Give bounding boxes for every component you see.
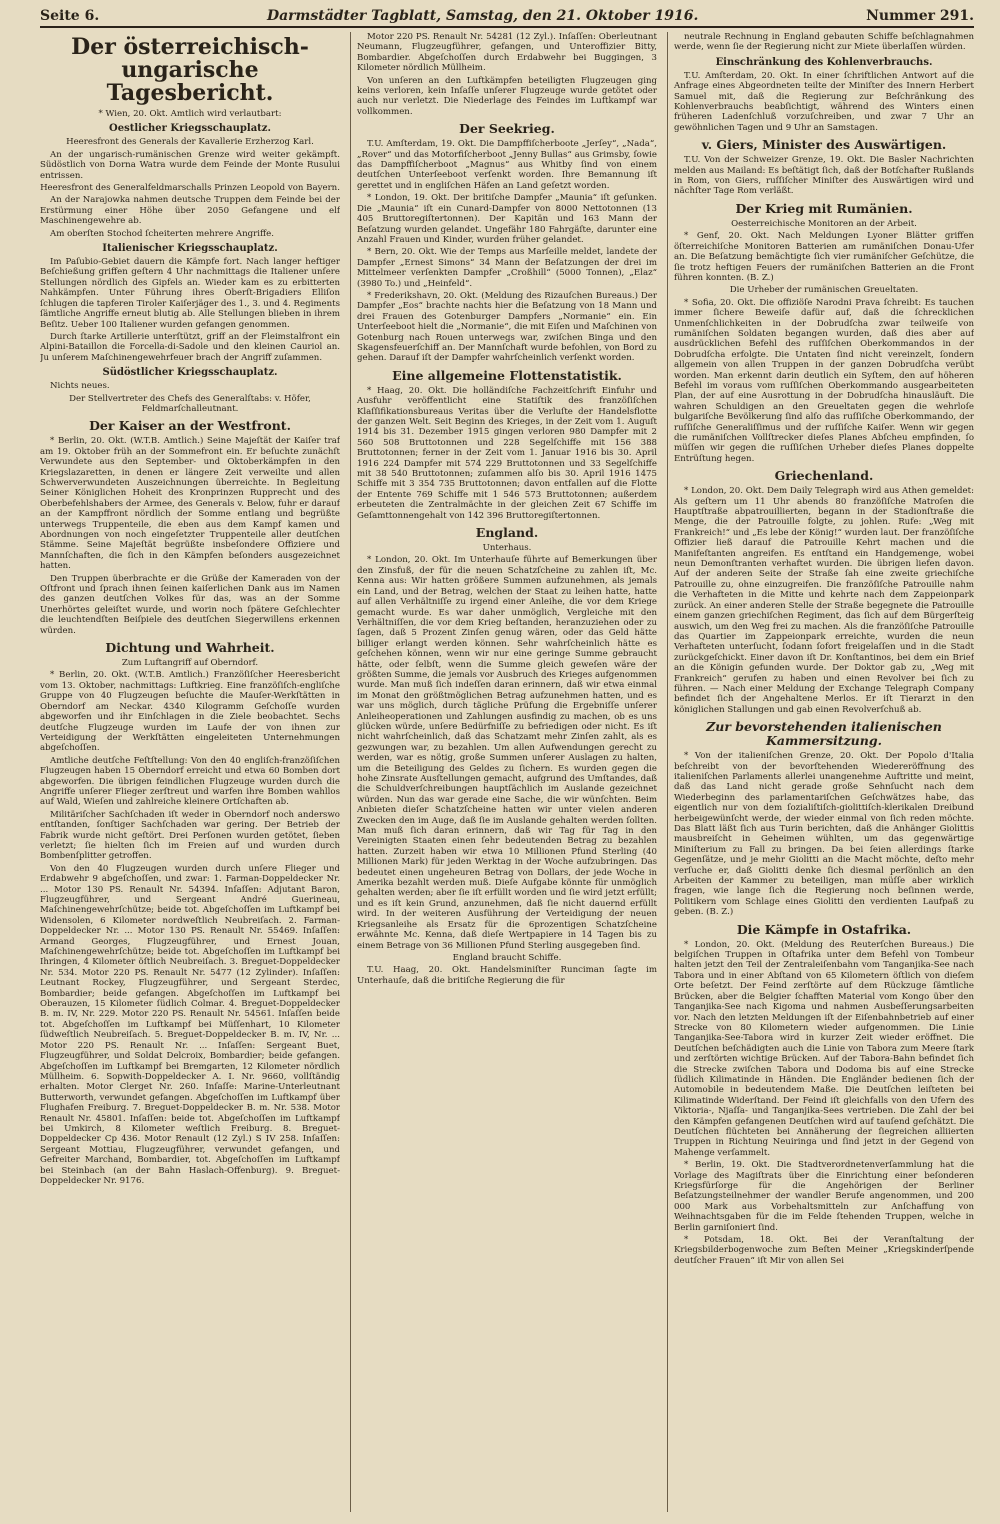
paper-title-date: Darmstädter Tagblatt, Samstag, den 21. Oktober 1916. — [266, 8, 699, 24]
subheadline: England braucht Schiffe. — [452, 952, 562, 963]
subhead-eastern-front: Oestlicher Kriegsschauplatz. — [109, 123, 271, 135]
column-3 — [667, 32, 974, 1512]
paragraph: Motor 220 PS. Renault Nr. 54281 (12 Zyl.). Inſaſſen: Oberleutnant Neumann, Flugzeugführer, gefangen, und Unteroffizier Bitty, Bombardier. Abgeſchoſſen durch Erdabwehr bei Buggingen, 3 Kilometer nördlich Müllheim. — [357, 32, 657, 74]
paragraph: Von unſeren an den Luftkämpfen beteiligten Flugzeugen ging keins verloren, kein Inſaſſe unſerer Flugzeuge wurde getötet oder auch nur verletzt. Die Niederlage des Feindes im Luftkampf war vollkommen. — [357, 75, 657, 117]
paragraph: Amtliche deutſche Feſtſtellung: Von den 40 engliſch-franzöſiſchen Flugzeugen haben 15 Oberndorf erreicht und etwa 60 Bomben dort abgeworfen. Die übrigen feindlichen Flugzeuge wurden durch die Angriffe unſerer Flieger zerſtreut und warfen ihre Bomben wahllos auf Wald, Wieſen und zahlreiche kleinere Ortſchaften ab. — [40, 755, 340, 808]
paragraph: T.U. Haag, 20. Okt. Handelsminiſter Runciman ſagte im Unterhauſe, daß die britiſche Regierung die für — [357, 965, 657, 986]
headline-austrian-report: Der österreichisch-ungarische Tagesbericht. — [71, 34, 309, 106]
signature: Der Stellvertreter des Chefs des Generalſtabs: v. Höfer, Feldmarſchalleutnant. — [69, 393, 311, 414]
paragraph: Militäriſcher Sachſchaden iſt weder in Oberndorf noch anderswo entſtanden, ſonſtiger Sachſchaden war gering. Der Betrieb der Fabrik wurde nicht geſtört. Drei Perſonen wurden getötet, ſieben verletzt; ſie hielten ſich im Freien auf und wurden durch Bombenſplitter getroffen. — [40, 809, 340, 862]
headline-seekrieg: Der Seekrieg. — [459, 121, 555, 137]
paragraph: * London, 20. Okt. Dem Daily Telegraph wird aus Athen gemeldet: Als geſtern um 11 Uhr abends 80 franzöſiſche Matroſen die Hauptſtraße abpatrouillierten, begann in der Stadionſtraße die Menge, die der Patrouille folgte, zu johlen. Rufe: „Weg mit Frankreich!“ und „Es lebe der König!“ wurden laut. Der franzöſiſche Offizier ließ darauf die Patrouille Kehrt machen und die Manifeſtanten angreifen. Es entſtand ein Handgemenge, wobei neun Demonſtranten verhaftet wurden. Die übrigen liefen davon. Auf der anderen Seite der Straße ſah eine zweite griechiſche Patrouille zu, ohne einzugreifen. Die franzöſiſche Patrouille nahm die Verhafteten in die Mitte und kehrte nach dem Zappeionpark zurück. An einer anderen Stelle der Straße begegnete die Patrouille einem ganzen griechiſchen Regiment, das ſich auf dem Bürgerſteig auswich, um den Weg frei zu machen. Als die franzöſiſche Patrouille das Quartier im Zappeionpark erreichte, wurden die neun Verhafteten unterſucht, ſodann ſofort freigelaſſen und in die Stadt zurückgeſchickt. Einer davon iſt Dr. Konſtantinos, bei dem ein Brief an die Königin gefunden wurde. Der Doktor gab zu, „Weg mit Frankreich“ gerufen zu haben und einen Revolver bei ſich zu führen. — Nach einer Meldung der Exchange Telegraph Company befindet ſich der Angehaltene Merlos. Er iſt Tierarzt in den königlichen Stallungen und gab einen Revolverſchuß ab. — [674, 486, 974, 715]
paragraph: * London, 19. Okt. Der britiſche Dampfer „Maunia“ iſt geſunken. Die „Maunia“ iſt ein Cunard-Dampfer von 8000 Nettotonnen (13 405 Bruttoregiſtertonnen). Der Kapitän und 163 Mann der Beſatzung wurden gelandet. Ungefähr 180 Fahrgäſte, darunter eine Anzahl Frauen und Kinder, wurden früher gelandet. — [357, 193, 657, 245]
paragraph: An der ungarisch-rumänischen Grenze wird weiter gekämpft. Südöstlich von Dorna Watra wurde dem Feinde der Monte Rusului entrissen. — [40, 149, 340, 181]
subheadline: Zum Luftangriff auf Oberndorf. — [121, 658, 259, 669]
paragraph: * Berlin, 20. Okt. (W.T.B. Amtlich.) Seine Majeſtät der Kaiſer traf am 19. Oktober früh an der Sommefront ein. Er beſuchte zunächſt Verwundete aus den September- und Oktoberkämpfen in den Kriegslazaretten, in denen er längere Zeit verweilte und allen Schwerverwundeten Auszeichnungen überreichte. In Begleitung Seiner Königlichen Hoheit des Kronprinzen Rupprecht und des Oberbefehlshabers der Armee, des Generals v. Below, fuhr er darauf an der Kampffront nördlich der Somme entlang und begrüßte unterwegs Truppenteile, die eben aus dem Kampf kamen und Abordnungen von noch eingeſetzter Truppenteile aller deutſchen Stämme. Seine Majeſtät begrüßte insbeſondere Offiziere und Mannſchaften, die ſich in den Kämpfen beſonders ausgezeichnet hatten. — [40, 436, 340, 572]
headline-giers: v. Giers, Minister des Auswärtigen. — [701, 137, 947, 153]
paragraph: Nichts neues. — [50, 381, 110, 392]
headline-flottenstatistik: Eine allgemeine Flottenstatistik. — [392, 367, 622, 383]
paragraph: T.U. Amſterdam, 19. Okt. Die Dampffiſcherboote „Jerſey“, „Nada“, „Rover“ und das Motorfiſcherboot „Jenny Bullas“ aus Grimsby, ſowie das Dampffiſcherboot „Magnus“ aus Whitby ſind von einem deutſchen Unterſeeboot verſenkt worden. Ihre Bemannung iſt gerettet und in engliſchen Häfen an Land geſetzt worden. — [357, 139, 657, 191]
paragraph: Im Paſubio-Gebiet dauern die Kämpfe fort. Nach langer heftiger Beſchießung griffen geſtern 4 Uhr nachmittags die Italiener unſere Stellungen nördlich des Gipfels an. Wieder kam es zu erbitterten Nahkämpfen. Unter Führung ihres Oberſt-Brigadiers Elliſon ſchlugen die tapferen Tiroler Kaiſerjäger des 1., 3. und 4. Regiments ſämtliche Angriffe erneut blutig ab. Alle Stellungen blieben in ihrem Beſitz. Ueber 100 Italiener wurden gefangen genommen. — [40, 257, 340, 330]
paragraph: Heeresfront des Generals der Kavallerie Erzherzog Karl. — [66, 137, 314, 148]
headline-ostafrika: Die Kämpfe in Ostafrika. — [736, 921, 912, 937]
dateline: * Wien, 20. Okt. Amtlich wird verlautbart: — [98, 109, 282, 119]
headline-griechenland: Griechenland. — [774, 468, 874, 484]
paragraph: * Von der italieniſchen Grenze, 20. Okt. Der Popolo d'Italia beſchreibt von der bevorſtehenden Wiedereröffnung des italieniſchen Parlaments allerlei unangenehme Auftritte und meint, daß das Land nicht gerade große Sehnſucht nach dem Wiederbeginn des parlamentariſchen Geſchwätzes habe, das eigentlich nur von dem ſozialiſtiſch-giolittiſch-klerikalen Dreibund herbeigewünſcht werde, der wieder einmal von ſich reden möchte. Das Blatt läßt ſich aus Turin berichten, daß die Anhänger Giolittis mausbreiſcht in Geheimen wühlten, um das gegenwärtige Miniſterium zu Fall zu bringen. Da bei ſeien allerdings ſtarke Gegenſätze, und je mehr Giolitti an die Macht möchte, deſto mehr verſuche er, daß Giolitti denke ſich diesmal perſönlich an den Arbeiten der Kammer zu beteiligen, man müſſe aber wirklich fragen, wie lange ſich die Regierung noch beſinnen werde, Politikern vom Schlage eines Giolitti den verdienten Laufpaß zu geben. (B. Z.) — [674, 751, 974, 918]
paragraph: Am oberſten Stochod ſcheiterten mehrere Angriffe. — [50, 228, 274, 239]
column-1 — [40, 32, 340, 1512]
headline-rumaenien: Der Krieg mit Rumänien. — [735, 200, 913, 216]
paragraph: T.U. Amſterdam, 20. Okt. In einer ſchriftlichen Antwort auf die Anfrage eines Abgeordneten teilte der Miniſter des Innern Herbert Samuel mit, daß die Regierung zur Beſchränkung des Kohlenverbrauchs beabſichtigt, während des Winters einen früheren Ladenſchluß vorzuſchreiben, und zwar 7 Uhr an gewöhnlichen Tagen und 9 Uhr an Samstagen. — [674, 70, 974, 133]
paragraph: * Potsdam, 18. Okt. Bei der Veranſtaltung der Kriegsbilderbogenwoche zum Beſten Meiner „Kriegskinderſpende deutſcher Frauen“ iſt Mir von allen Sei — [674, 1235, 974, 1266]
headline-dichtung-wahrheit: Dichtung und Wahrheit. — [105, 640, 275, 656]
masthead — [40, 8, 974, 28]
headline-england: England. — [475, 525, 539, 541]
subheadline: Die Urheber der rumänischen Greueltaten. — [729, 285, 919, 296]
subhead-southeastern-front: Südöstlicher Kriegsschauplatz. — [102, 367, 278, 379]
subheadline: Unterhaus. — [482, 543, 532, 554]
paragraph: An der Narajowka nahmen deutsche Truppen dem Feinde bei der Erstürmung einer Höhe über 2050 Gefangene und elf Maschinengewehre ab. — [40, 195, 340, 227]
headline-kammersitzung: Zur bevorstehenden italienischen Kammersitzung. — [706, 719, 942, 749]
paragraph: Heeresfront des Generalfeldmarschalls Prinzen Leopold von Bayern. — [40, 183, 340, 194]
paragraph: neutrale Rechnung in England gebauten Schiffe beſchlagnahmen werde, wenn ſie der Regierung nicht zur Miete überlaſſen würden. — [674, 32, 974, 53]
paragraph: * Frederikshavn, 20. Okt. (Meldung des Rizauſchen Bureaus.) Der Dampfer „Eos“ brachte nachts hier die Beſatzung von 18 Mann und drei Frauen des Gotenburger Dampfers „Normanie“ ein. Ein Unterſeeboot hielt die „Normanie“, die mit Eiſen und Maſchinen von Gotenburg nach Rouen unterwegs war, zwiſchen Binga und den Skagensfeuerſchiff an. Der Mannſchaft wurde befohlen, von Bord zu gehen. Darauf iſt der Dampfer wahrſcheinlich verſenkt worden. — [357, 290, 657, 364]
subhead-kohlenverbrauch: Einschränkung des Kohlenverbrauchs. — [715, 56, 933, 68]
subhead-italian-front: Italienischer Kriegsschauplatz. — [102, 243, 278, 255]
paragraph: * Berlin, 20. Okt. (W.T.B. Amtlich.) Franzöſiſcher Heeresbericht vom 13. Oktober, nachmittags: Luftkrieg. Eine franzöſiſch-engliſche Gruppe von 40 Flugzeugen beſuchte die Mauſer-Werkſtätten in Oberndorf am Neckar. 4340 Kilogramm Geſchoſſe wurden abgeworfen und ihr Einſchlagen in die Ziele beobachtet. Sechs deutſche Flugzeuge wurden im Laufe der von ihnen zur Verteidigung der Werkſtätten eingeleiteten Unternehmungen abgeſchoſſen. — [40, 670, 340, 754]
paragraph: * London, 20. Okt. Im Unterhauſe führte auf Bemerkungen über den Zinsfuß, der für die neuen Schatzſcheine zu zahlen iſt, Mc. Kenna aus: Wir hatten größere Summen aufzunehmen, als jemals ein Land, und der Betrag, welchen der Staat zu leihen hatte, hatte auf allen Verhältniſſe zu irgend einer Anleihe, die vor dem Kriege gemacht wurde. Es war daher unmöglich, Vergleiche mit den Verhältniſſen, die vor dem Krieg beſtanden, heranzuziehen oder zu ſagen, daß 5 Prozent Zinſen genug wären, oder das Geld hätte billiger erlangt werden können. Sehr wahrſcheinlich hätte es geſchehen können, wenn wir nur eine geringe Summe gebraucht hätte, oder ſelbſt, wenn die Summe gleich geweſen wäre der größten Summe, die jemals vor Ausbruch des Krieges aufgenommen wurde. Man muß ſich indeſſen daran erinnern, daß wir etwa einmal im Monat den größtmöglichen Betrag aufzunehmen hatten, und es war uns möglich, durch tägliche Prüfung die Ergebniſſe unſerer Anleiheoperationen und Zahlungen ausfindig zu machen, ob es uns glücken würde, unſere Bedürfniſſe zu befriedigen oder nicht. Es iſt nicht wahrſcheinlich, daß das Schatzamt mehr Zinſen zahlt, als es gezwungen war, zu bezahlen. Um allen Aufwendungen gerecht zu werden, war es nötig, große Summen unſerer Auslagen zu halten, um die Beteiligung des Geldes zu ſichern. Es wurden gegen die hohe Zinsrate Ausſtellungen gemacht, aufgrund des Umſtandes, daß die Schuldverſchreibungen hauptſächlich im Auslande gezeichnet würden. Nun das war gerade eine Sache, die wir wünſchten. Beim Anbieten dieſer Schatzſcheine hatten wir unter vielen anderen Zwecken den im Auge, daß ſie im Auslande gehalten werden ſollten. Man muß ſich daran erinnern, daß wir Tag für Tag in den Vereinigten Staaten einen ſehr bedeutenden Betrag zu bezahlen hatten. Zurzeit haben wir etwa 10 Millionen Pfund Sterling (40 Millionen Mark) für jeden Werktag in der Woche aufzubringen. Das bedeutet einen ungeheuren Betrag von Dollars, der jede Woche in Amerika bezahlt werden muß. Dieſe Aufgabe könnte für unmöglich gehalten werden; aber ſie iſt erfüllt worden und ſie wird jetzt erfüllt; und es iſt kein Grund, anzunehmen, daß ſie nicht dauernd erfüllt wird. In der weiteren Ausführung der Verteidigung der neuen Kriegsanleihe als Ersatz für die 6prozentigen Schatzſcheine erwähnte Mc. Kenna, daß dieſe Wertpapiere in 14 Tagen bis zu einem Betrage von 36 Millionen Pfund Sterling ausgegeben ſind. — [357, 555, 657, 951]
page-number: Seite 6. — [40, 8, 100, 24]
headline-kaiser-westfront: Der Kaiser an der Westfront. — [89, 418, 291, 434]
paragraph: * Sofia, 20. Okt. Die offiziöſe Narodni Prava ſchreibt: Es tauchen immer ſichere Beweiſe dafür auf, daß die ſchrecklichen Unmenſchlichkeiten in der Dobrudſcha zwar teilweiſe von rumäniſchen Soldaten begangen wurden, daß dies aber auf ausdrücklichen Befehl des ruſſiſchen Oberkommandos in der Dobrudſcha erfolgte. Die Untaten ſind nicht vereinzelt, ſondern allgemein von allen Truppen in der ganzen Dobrudſcha verübt worden. Man erkennt darin deutlich ein Syſtem, den auf höheren Befehl im voraus vom ruſſiſchen Oberkommando ausgearbeiteten Plan, der auf eine Ausrottung in der Dobrudſcha hinausläuft. Die wahren Schuldigen an den Greueltaten gegen die wehrloſe bulgariſche Bevölkerung ſind alſo das ruſſiſche Oberkommando, der ruſſiſche Generaliſſimus und der ruſſiſche Kaiſer. Wenn wir gegen die rumäniſchen Vollſtrecker dieſes Planes Abſcheu empfinden, ſo müſſen wir gegen die ruſſiſchen Urheber dieſes Planes doppelte Entrüſtung hegen. — [674, 297, 974, 464]
issue-number: Nummer 291. — [866, 8, 974, 24]
paragraph: T.U. Von der Schweizer Grenze, 19. Okt. Die Basler Nachrichten melden aus Mailand: Es beſtätigt ſich, daß der Botſchafter Rußlands in Rom, von Giers, ruſſiſcher Miniſter des Auswärtigen wird und nächſter Tage Rom verläßt. — [674, 155, 974, 197]
paragraph: Den Truppen überbrachte er die Grüße der Kameraden von der Oſtfront und ſprach ihnen ſeinen kaiſerlichen Dank aus im Namen des ganzen deutſchen Volkes für das, was an der Somme Unerhörtes geleiſtet wurde, und worin noch ſpätere Geſchlechter die leuchtendſten Beiſpiele des deutſchen Siegerwillens erkennen würden. — [40, 573, 340, 636]
paragraph: * Bern, 20. Okt. Wie der Temps aus Marſeille meldet, landete der Dampfer „Ernest Simons“ 34 Mann der Beſatzungen der drei im Mittelmeer verſenkten Dampfer „Croßhill“ (5000 Tonnen), „Elaz“ (3980 To.) und „Heinfeld“. — [357, 247, 657, 289]
paragraph: * London, 20. Okt. (Meldung des Reuterſchen Bureaus.) Die belgiſchen Truppen in Oſtafrika unter dem Befehl von Tombeur halten jetzt den Teil der Zentraleiſenbahn vom Tanganjika-See nach Tabora und in einer Abſtand von 65 Kilometern öſtlich von dieſem Orte beſetzt. Der Feind zerſtörte auf dem Rückzuge ſämtliche Brücken, aber die Belgier ſchafften Material vom Kongo über den Tanganjika-See nach Kigoma und nahmen Ausbeſſerungsarbeiten vor. Nach den letzten Meldungen iſt der Eiſenbahnbetrieb auf einer Strecke von 80 Kilometern wieder aufgenommen. Die Linie Tanganjika-See-Tabora wird in kurzer Zeit wieder eröffnet. Die Deutſchen beſchädigten auch die Linie von Tabora zum Meere ſtark und zerſtörten wichtige Brücken. Auf der Tabora-Bahn befindet ſich die Strecke zwiſchen Tabora und Dodoma bis auf eine Strecke ſüdlich Kilimatinde in Händen. Die Engländer bedienen ſich der Automobile in bedeutendem Maße. Die Deutſchen leiſteten bei Kilimatinde Widerſtand. Der Feind iſt gleichfalls von den Ufern des Viktoria-, Njaſſa- und Tanganjika-Sees vertrieben. Die Zahl der bei den Kämpfen gefangenen Deutſchen wird auf tauſend geſchätzt. Die Deutſchen flüchteten bei Annäherung der ſiegreichen alliierten Truppen in Richtung Neuiringa und ſind jetzt in der Gegend von Mahenge verſammelt. — [674, 939, 974, 1158]
paragraph: Von den 40 Flugzeugen wurden durch unſere Flieger und Erdabwehr 9 abgeſchoſſen, und zwar: 1. Farman-Doppeldecker Nr. ... Motor 130 PS. Renault Nr. 54394. Inſaſſen: Adjutant Baron, Flugzeugführer, und Sergeant André Guerineau, Maſchinengewehrſchütze; beide tot. Abgeſchoſſen im Luftkampf bei Widensolen, 6 Kilometer nordweſtlich Neubreiſach. 2. Farman-Doppeldecker Nr. ... Motor 130 PS. Renault Nr. 55469. Inſaſſen: Armand Georges, Flugzeugführer, und Ernest Jouan, Maſchinengewehrſchütze; beide tot. Abgeſchoſſen im Luftkampf bei Ihringen, 4 Kilometer öſtlich Neubreiſach. 3. Breguet-Doppeldecker Nr. 534. Motor 220 PS. Renault Nr. 5477 (12 Zylinder). Inſaſſen: Leutnant Rockey, Flugzeugführer, und Sergeant Sterdec, Bombardier; beide gefangen. Abgeſchoſſen im Luftkampf bei Oberauzen, 15 Kilometer ſüdlich Colmar. 4. Breguet-Doppeldecker B. m. IV, Nr. 229. Motor 220 PS. Renault Nr. 54561. Inſaſſen beide tot. Abgeſchoſſen im Luftkampf bei Müſſenhart, 10 Kilometer ſüdweſtlich Neubreiſach. 5. Breguet-Doppeldecker B. m. IV, Nr. ... Motor 220 PS. Renault Nr. ... Inſaſſen: Sergeant Buet, Flugzeugführer, und Soldat Delcroix, Bombardier; beide gefangen. Abgeſchoſſen im Luftkampf bei Bremgarten, 12 Kilometer nördlich Müllheim. 6. Sopwith-Doppeldecker A. I. Nr. 9660, vollſtändig erhalten. Motor Clerget Nr. 260. Inſaſſe: Marine-Unterleutnant Butterworth, verwundet gefangen. Abgeſchoſſen im Luftkampf über Flughafen Freiburg. 7. Breguet-Doppeldecker B. m. Nr. 538. Motor Renault Nr. 45801. Inſaſſen: beide tot. Abgeſchoſſen im Luftkampf bei Umkirch, 8 Kilometer weſtlich Freiburg. 8. Breguet-Doppeldecker Cp 436. Motor Renault (12 Zyl.) S IV 258. Inſaſſen: Sergeant Mottiau, Flugzeugführer, verwundet gefangen, und Gefreiter Marchand, Bombardier, tot. Abgeſchoſſen im Luftkampf bei Steinbach (an der Bahn Haslach-Offenburg). 9. Breguet-Doppeldecker Nr. 9176. — [40, 863, 340, 1186]
paragraph: * Berlin, 19. Okt. Die Stadtverordnetenverſammlung hat die Vorlage des Magiſtrats über die Einrichtung einer beſonderen Kriegsfürſorge für die Angehörigen der Berliner Beſatzungsteilnehmer der wandler Berufe angenommen, und 200 000 Mark aus Vorbehaltsmitteln zur Anſchaffung von Weihnachtsgaben für die im Felde ſtehenden Truppen, welche in Berlin garniſoniert ſind. — [674, 1160, 974, 1233]
paragraph: Durch ſtarke Artillerie unterſtützt, griff an der Fleimstalfront ein Alpini-Bataillon die Forcella-di-Sadole und den kleinen Cauriol an. Ju unſerem Maſchinengewehrfeuer brach der Angriff zuſammen. — [40, 331, 340, 363]
paragraph: * Haag, 20. Okt. Die holländiſche Fachzeitſchrift Einfuhr und Ausfuhr veröffentlicht eine Statiſtik des franzöſiſchen Klaſſifikationsbureaus Veritas über die Verluſte der Handelsflotte der ganzen Welt. Seit Beginn des Krieges, in der Zeit vom 1. Auguſt 1914 bis 31. Dezember 1915 gingen verloren 980 Dampfer mit 2 560 508 Bruttotonnen und 228 Segelſchiffe mit 156 388 Bruttotonnen; ferner in der Zeit vom 1. Januar 1916 bis 30. April 1916 224 Dampfer mit 574 229 Bruttotonnen und 33 Segelſchiffe mit 38 540 Bruttotonnen; zuſammen alſo bis 30. April 1916 1475 Schiffe mit 3 354 735 Bruttotonnen; davon entfallen auf die Flotte der Entente 769 Schiffe mit 1 546 573 Bruttotonnen; außerdem erbeuteten die Zentralmächte in der gleichen Zeit 67 Schiffe im Geſamttonnengehalt von 142 396 Bruttoregiſtertonnen. — [357, 385, 657, 521]
subheadline: Oesterreichische Monitoren an der Arbeit. — [731, 218, 917, 229]
paragraph: * Genf, 20. Okt. Nach Meldungen Lyoner Blätter griffen öſterreichiſche Monitoren Batterien am rumäniſchen Donau-Ufer an. Die Beſatzung bemächtigte ſich vier rumäniſcher Geſchütze, die ſie trotz heftigen Feuers der rumäniſchen Batterien an die Front führen konnten. (B. Z.) — [674, 231, 974, 283]
column-2 — [350, 32, 657, 1512]
